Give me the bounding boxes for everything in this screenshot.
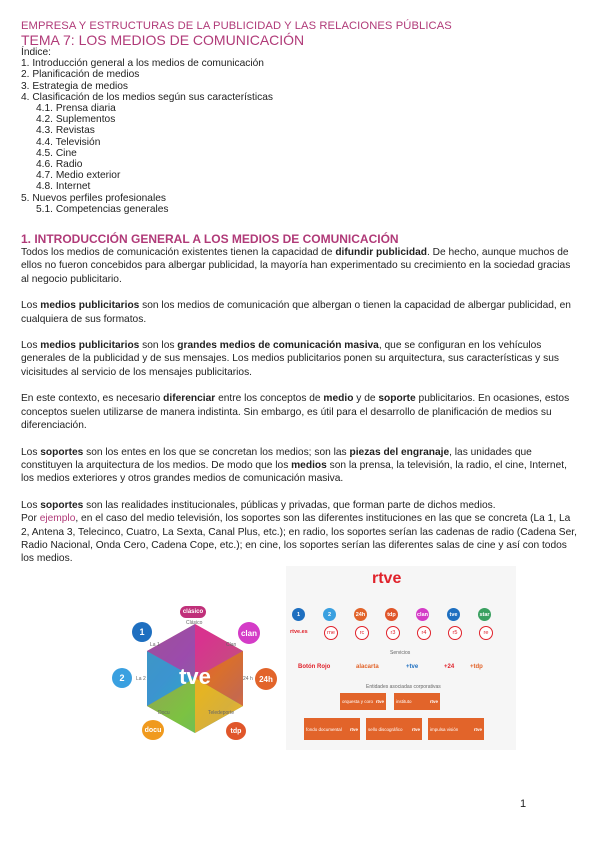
radio-channel-badge: r4 <box>417 626 431 640</box>
emphasis-text: piezas del engranaje <box>349 446 450 458</box>
text-run: entre los conceptos de <box>215 393 324 405</box>
toc-item: 5.1. Competencias generales <box>36 203 169 215</box>
entity-instituto <box>394 693 440 710</box>
label-teledeporte: Teledeporte <box>208 710 235 716</box>
toc-item: 4.1. Prensa diaria <box>36 103 116 115</box>
text-run: son las realidades institucionales, públicas y privadas, que forman parte de dichos medios. <box>83 499 496 511</box>
text-run: Todos los medios de comunicación existentes tienen la capacidad de <box>21 247 336 259</box>
tv-channel-badge: star <box>478 608 491 621</box>
toc-item: 2. Planificación de medios <box>21 69 140 81</box>
paragraph-example <box>21 512 581 566</box>
toc-item: 3. Estrategia de medios <box>21 80 129 92</box>
toc-item: 4.8. Internet <box>36 181 91 193</box>
body-paragraph <box>21 339 581 379</box>
text-run: publicitarios. En ocasiones, estos conceptos suelen utilizarse de manera indistinta. Sin embargo, es útil para el desarrollo de planificación de medios su diferenciación. <box>21 393 570 432</box>
body-paragraph <box>21 246 581 286</box>
toc-item: 4.6. Radio <box>36 159 83 171</box>
table-of-contents <box>21 47 581 215</box>
badge-la2: 2 <box>112 668 132 688</box>
text-run: , las unidades que constituyen la arquitectura de los medios. De modo que los <box>21 446 532 471</box>
rtve-tag: rtve <box>429 699 438 704</box>
emphasis-text: soporte <box>378 393 416 405</box>
rtve-structure-panel <box>286 566 516 750</box>
rtve-tag: rtve <box>411 726 420 732</box>
service-mas-tve: +tve <box>406 664 419 670</box>
badge-docu: docu <box>142 720 164 740</box>
radio-channel-badge: rne <box>324 626 338 640</box>
toc-list <box>21 58 581 215</box>
services-label: Servicios <box>390 650 411 656</box>
tve-logo: tve <box>179 664 211 689</box>
emphasis-text: medios publicitarios <box>40 340 140 352</box>
emphasis-text: medios publicitarios <box>40 300 140 312</box>
text-run: Los <box>21 446 41 458</box>
tv-channel-badge: 2 <box>323 608 336 621</box>
text-run: son los <box>139 340 178 352</box>
label-docu: Docu <box>158 710 170 716</box>
badge-24h: 24h <box>255 668 277 690</box>
tv-channel-badge: tdp <box>385 608 398 621</box>
service-boton-rojo: Botón Rojo <box>298 664 331 670</box>
page-number: 1 <box>520 798 527 810</box>
toc-item: 4.7. Medio exterior <box>36 170 121 182</box>
toc-item: 4. Clasificación de los medios según sus características <box>21 91 273 103</box>
text-run: En este contexto, es necesario <box>21 393 164 405</box>
entity-sello <box>366 718 422 740</box>
text-run: ejemplo <box>39 513 76 525</box>
emphasis-text: soportes <box>40 499 84 511</box>
emphasis-text: difundir publicidad <box>335 247 427 259</box>
badge-tdp: tdp <box>226 722 246 740</box>
toc-item: 4.3. Revistas <box>36 125 95 137</box>
emphasis-text: soportes <box>40 446 84 458</box>
tve-channels-hexagon <box>110 606 280 752</box>
emphasis-text: medios <box>291 459 327 471</box>
text-run: son los entes en los que se concretan los medios; son las <box>83 446 350 458</box>
section-body <box>21 246 581 486</box>
toc-item: 4.5. Cine <box>36 147 77 159</box>
text-run: Los <box>21 499 41 511</box>
toc-item: 1. Introducción general a los medios de comunicación <box>21 58 264 70</box>
emphasis-text: medio <box>323 393 354 405</box>
toc-item: 4.4. Televisión <box>36 136 101 148</box>
radio-label: rtve.es <box>290 629 308 635</box>
label-la1: La 1 <box>150 642 160 648</box>
entities-label: Entidades asociadas corporativas <box>366 684 441 690</box>
badge-la1: 1 <box>132 622 152 642</box>
tv-channel-badge: clan <box>416 608 429 621</box>
service-mas-24: +24 <box>444 664 455 670</box>
text-run: , en el caso del medio televisión, los soportes son las diferentes instituciones en las que se concreta (La 1, La 2, Antena 3, Telecinco, Cuatro, La Sexta, Canal Plus, etc.); en radio, los soportes serían las cadenas de radio (Cadena Ser, Radio Nacional, Onda Cero, Cadena Cope, etc.); en cine, los soportes serían las diferentes salas de cine y así con todos los medios. <box>21 513 577 565</box>
entity-fondo-text: fondo documental <box>306 726 342 732</box>
toc-label: Índice: <box>21 47 52 58</box>
service-mas-tdp: +tdp <box>470 664 483 670</box>
entity-impulsa-text: impulsa visión <box>430 726 459 732</box>
rtve-tag: rtve <box>349 726 358 732</box>
radio-channel-badge: re <box>479 626 493 640</box>
badge-clasico: clásico <box>180 606 206 618</box>
badge-clan: clan <box>238 622 260 644</box>
label-clan: Clan <box>226 642 237 648</box>
text-run: . De hecho, aunque muchos de ellos no fueron concebidos para albergar publicidad, la mayoría han experimentado su crecimiento en la sociedad gracias al negocio publicitario. <box>21 247 571 285</box>
text-run: son los medios de comunicación que albergan o tienen la capacidad de albergar publicidad, en cualquiera de sus formatos. <box>21 300 571 325</box>
document-page <box>21 20 581 566</box>
entity-impulsa <box>428 718 484 740</box>
body-paragraph <box>21 299 581 326</box>
service-alacarta: alacarta <box>356 664 379 670</box>
entity-fondo <box>304 718 360 740</box>
text-run: son la prensa, la televisión, la radio, el cine, Internet, los medios exteriores y otros grandes medios de comunicación masiva. <box>21 459 567 485</box>
toc-item: 4.2. Suplementos <box>36 114 116 126</box>
toc-item: 5. Nuevos perfiles profesionales <box>21 192 166 204</box>
entity-orquesta-text: orquesta y coro <box>342 699 374 704</box>
label-la2: La 2 <box>136 676 146 682</box>
label-clasico: Clásico <box>186 620 203 626</box>
rtve-tag: rtve <box>375 699 384 704</box>
tv-channel-badge: 1 <box>292 608 305 621</box>
label-24h: 24 h <box>243 676 253 682</box>
text-run: , que se configuran en los vehículos generales de la publicidad y de sus mensajes. Los medios publicitarios ponen su arquitectura, sus características y sus vicisitudes al servicio de los mensajes publicitarios. <box>21 340 559 378</box>
tv-channel-badge: 24h <box>354 608 367 621</box>
entity-sello-text: sello discográfico <box>368 726 403 732</box>
emphasis-text: grandes medios de comunicación masiva <box>177 340 379 352</box>
paragraph-soportes <box>21 499 581 512</box>
page-title: TEMA 7: LOS MEDIOS DE COMUNICACIÓN <box>21 32 305 48</box>
text-run: Los <box>21 300 41 312</box>
emphasis-text: diferenciar <box>163 393 216 405</box>
body-paragraph <box>21 446 581 486</box>
text-run: y de <box>353 393 379 405</box>
rtve-tag: rtve <box>473 726 482 732</box>
radio-channel-badge: r5 <box>448 626 462 640</box>
tv-channel-badge: tve <box>447 608 460 621</box>
course-title: EMPRESA Y ESTRUCTURAS DE LA PUBLICIDAD Y LAS RELACIONES PÚBLICAS <box>21 20 452 32</box>
entity-instituto-text: instituto <box>396 699 412 704</box>
radio-channel-badge: rc <box>355 626 369 640</box>
body-paragraph <box>21 392 581 432</box>
section-heading: 1. INTRODUCCIÓN GENERAL A LOS MEDIOS DE COMUNICACIÓN <box>21 232 399 247</box>
entity-orquesta <box>340 693 386 710</box>
text-run: Los <box>21 340 41 352</box>
radio-channel-badge: r3 <box>386 626 400 640</box>
text-run: Por <box>21 513 40 525</box>
rtve-logo: rtve <box>372 570 402 587</box>
